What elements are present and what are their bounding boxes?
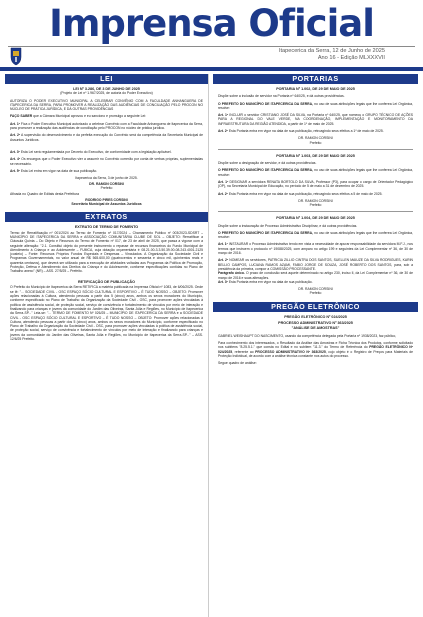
lei-secretary-name: RODRIGO PIRES CORSINI bbox=[85, 198, 128, 203]
retificacao-body: O Prefeito do Município de Itapecerica da Serra RETIFICA a matéria publicada na Imprensa Oficial nº 1083, de 6/06/2025. Onde se lê: "... SOCIEDADE CIVIL - OSC ESPAÇO SÓCIO CULTURAL E ESPORTIVO – É TUDO NOSSO – OBJETO: Promover ações relacionadas à Cultura, atendendo pessoas a partir dos 5 (cinco) anos, ambos os sexos moradores do Município, conforme especificado no Plano de Trabalho da Organização da Sociedade Civil - OSC, para promover ações vinculadas à política de assistência social, de proteção social, serviço de convivência e fortalecimento de vínculos por meio de interação e finalizando para crianças e jovens da comunidade do Jardim das Oliveiras, Santa Júlia e Regiões, no Município de Itapecerica da Serra-SP..." Leia-se: "... TERMO DE FOMENTO Nº 026/25 – MUNICÍPIO DE ITAPECERICA DA SERRA e a SOCIEDADE CIVIL - OSC ESPAÇO SÓCIO CULTURAL E ESPORTIVO – É TUDO NOSSO – OBJETO: Promover ações relacionadas à Cultura, atendendo pessoas a partir dos 5 (cinco) anos, ambos os sexos moradores do Município, conforme especificado no Plano de Trabalho da Organização da Sociedade Civil - OSC, para promover ações vinculadas à política de assistência social, de proteção social, serviço de convivência e fortalecimento de vínculos por meio de interação e finalizando para crianças e jovens da comunidade do Jardim das Oliveiras, Santa Júlia e Regiões, no Município de Itapecerica da Serra-SP..." – ASS. 12/6/25 Prefeito. bbox=[10, 285, 203, 342]
extrato-title: EXTRATO DE TERMO DE FOMENTO bbox=[74, 224, 139, 229]
section-header-extratos: EXTRATOS bbox=[5, 212, 208, 222]
pregao-title: PREGÃO ELETRÔNICO Nº 024/2025 bbox=[284, 314, 347, 319]
portaria-1004-art1: Art. 1º INSTAURAR o Processo Administrativo tendo em vista a necessidade de apurar responsabilidade da servidora M.F.J., nos termos que instruem o protocolo nº 19088/2025, com amparo no artigo 199 e seguintes da Lei Complementar nº 36, de 30 de março de 2016. bbox=[218, 242, 413, 256]
divider bbox=[218, 211, 413, 212]
pregao-paragraph-1: GABRIEL WEISHAUPT DO NASCIMENTO, usando da competência delegada pela Portaria nº 1938/2023, faz público, bbox=[218, 333, 397, 338]
divider bbox=[218, 149, 413, 150]
section-header-pregao: PREGÃO ELETRÔNICO bbox=[213, 302, 418, 312]
masthead-title: Imprensa Oficial bbox=[49, 2, 374, 45]
portaria-1004-paragraph: Parágrafo único. O prazo de conclusão será aquele determinado no artigo 230, inciso II, da Lei Complementar nº 36, de 30 de março de 2016 e suas alterações. bbox=[218, 271, 413, 280]
lei-art5: Art. 5º Esta Lei entra em vigor na data de sua publicação. bbox=[10, 168, 98, 173]
portaria-1003-art1: Art. 1º DESIGNAR a servidora RENATA BORTOLO DA SILVA, Professor (P3), para ocupar o cargo de Orientador Pedagógico (OP), na Secretaria Municipal de Educação, no período de 5 de maio a 31 de dezembro de 2025. bbox=[218, 179, 413, 189]
portaria-1002-intro: Dispõe sobre a inclusão de servidor na Portaria nº 640/25, e dá outras providências. bbox=[218, 94, 345, 99]
portaria-1003-art2: Art. 2º Esta Portaria entra em vigor na data de sua publicação, retroagindo seus efeitos a 5 de maio de 2025. bbox=[218, 191, 383, 196]
lei-art3: Art. 3º Esta Lei será regulamentada por Decreto do Executivo, de conformidade com a legislação aplicável. bbox=[10, 149, 172, 154]
masthead bbox=[0, 0, 423, 74]
lei-filed-note: Afixada no Quadro de Editais desta Prefeitura bbox=[10, 192, 79, 197]
portaria-1003-title: PORTARIA Nº 1.003, DE 29 DE MAIO DE 2025 bbox=[276, 153, 355, 158]
lei-signature-name: DR. RAMON CORSINI bbox=[89, 182, 124, 187]
portaria-1003-intro: Dispõe sobre a designação de servidor, e dá outras providências. bbox=[218, 161, 317, 166]
masthead-date: Itapecerica da Serra, 12 de Junho de 2025 bbox=[278, 48, 385, 54]
portaria-1002 bbox=[213, 84, 418, 145]
lei-place-date: Itapecerica da Serra, 3 de junho de 2025. bbox=[75, 176, 138, 181]
portaria-1004 bbox=[213, 216, 418, 295]
section-header-lei: LEI bbox=[5, 74, 208, 84]
lei-signature-role: Prefeito bbox=[100, 186, 113, 191]
portaria-1004-sig-name: DR. RAMON CORSINI bbox=[298, 287, 333, 292]
portaria-1004-sig-role: Prefeito bbox=[309, 291, 322, 296]
pregao-paragraph-2: Para conhecimento dos interessados, o Resultado da Análise das Amostras e Ficha Técnica dos Produtos, conforme solicitado nos subitens "8.25.5.1." que consta no Edital e no subitem "11.3." do Termo de Referência do PREGÃO ELETRÔNICO Nº 024/2025, referente ao PROCESSO ADMINISTRATIVO Nº 363/2025, cujo objeto é o Registro de Preços para Materiais de Proteção Individual, de acordo com a análise técnica constante nos autos do processo. bbox=[218, 341, 413, 358]
lei-art2: Art. 2º A supervisão do desenvolvimento e da perfeita execução do Convênio será da competência da Secretaria Municipal de Assuntos Jurídicos. bbox=[10, 133, 203, 142]
city-crest-icon bbox=[9, 46, 23, 66]
lei-art1: Art. 1º Fica o Poder Executivo Municipal autorizado a celebrar Convênio com a Faculdade Anhanguera de Itapecerica da Serra, para promover a realização das audiências de conciliação pelo PROCON no núcleo de prática jurídica. bbox=[10, 121, 204, 131]
portaria-1002-art2: Art. 2º Esta Portaria entra em vigor na data de sua publicação, retroagindo seus efeitos a 1º de maio de 2025. bbox=[218, 129, 384, 134]
retificacao-title: RETIFICAÇÃO DE PUBLICAÇÃO bbox=[78, 279, 135, 284]
pregao-subject: "ANÁLISE DE AMOSTRAS" bbox=[291, 326, 340, 331]
portaria-1002-art1: Art. 1º INCLUIR o servidor CRISTIANO JOSÉ DA SILVA, na Portaria nº 640/25, que nomeou o GRUPO TÉCNICO DE AÇÕES PARA A REGIONAL DO VALE VERDE, NA COORDENAÇÃO, IMPLEMENTAÇÃO E MONITORAMENTO DA INFRAESTRUTURA DA REGIÃO ATENDIDA, a partir de 1º de maio de 2025. bbox=[218, 113, 413, 126]
lei-preamble: FAÇO SABER que a Câmara Municipal aprovou e eu sanciono e promulgo a seguinte Lei: bbox=[10, 114, 147, 119]
portaria-1004-art3: Art. 3º Esta Portaria entra em vigor na data de sua publicação. bbox=[218, 279, 313, 284]
lei-secretary-role: Secretário Municipal de Assuntos Jurídicos bbox=[71, 202, 142, 207]
portaria-1003-sig-name: DR. RAMON CORSINI bbox=[298, 198, 333, 203]
extrato-body: Termo de Rerratificação nº 001/2024 ao Termo de Fomento nº 017/2024 – Chamamento Público nº 003/2023-SDSRT – MUNICÍPIO DE ITAPECERICA DA SERRA e ASSOCIAÇÃO COMUNITÁRIA CLUBE DE SOL – OBJETO: Rerratificar a Cláusula Quinta – Do Objeto e Recursos do Termo de Fomento nº 017, de 23 de abril de 2025, que passa a vigorar com a seguinte alteração: "2.1. Constitui objeto do presente instrumento o repasse de recursos financeiros do Fundo Municipal de Atendimento à Criança e ao Adolescente – FUMCA, cuja dotação orçamentária é 08.21.00-3.3.50.39.00-08.243.4001.2125 (custeio) – Fonte: Recursos Próprios Fundos Especiais e Despesas – Vinculados. A Organização da Sociedade Civil e Programas Governamentais, no valor anual de R$ 565.600,00 (quatrocentos e sessenta e cinco mil, quinhentos reais e quarenta centavos), que deverá ser utilizado para a execução de atividades voltadas aos Programas da Política de Promoção, Proteção, Defesa e Atendimento dos Direitos da Criança e do Adolescente, conforme especificações contidas no Plano de Trabalho anexo" (NR) – ASS. 27/5/25 – Prefeito. bbox=[10, 230, 203, 274]
portaria-1002-sig-name: DR. RAMON CORSINI bbox=[298, 136, 333, 141]
pregao-document bbox=[213, 312, 418, 366]
lei-art4: Art. 4º Os encargos que o Poder Executivo vier a assumir no Convênio correrão por conta de verbas próprias, suplementadas se necessário. bbox=[10, 157, 203, 166]
portaria-1004-intro: Dispõe sobre a instauração de Processo Administrativo Disciplinar, e dá outras providências. bbox=[218, 223, 358, 228]
right-column bbox=[213, 74, 418, 366]
extrato-document bbox=[5, 222, 208, 342]
masthead-stripe bbox=[0, 67, 423, 71]
column-divider bbox=[208, 74, 209, 617]
masthead-divider bbox=[8, 46, 415, 47]
portaria-1002-lead: O PREFEITO DO MUNICÍPIO DE ITAPECERICA DA SERRA, no uso de suas atribuições legais que lhe conferea Lei Orgânica, resolve: bbox=[218, 101, 413, 110]
pregao-process: PROCESSO ADMINISTRATIVO Nº 363/2025 bbox=[278, 320, 353, 325]
portaria-1003-sig-role: Prefeito bbox=[309, 203, 322, 208]
portaria-1004-art2: Art. 2º NOMEAR os servidores, PATRICIA ZILLIO CINTRA DOS SANTOS, SUELLEN MAIUZE DA SILVA RODRIGUES, KARIN BELLIO CAMPOS, LUCIANA RAMOS AZAMI, FABIO JORGE DE SOUZA, JOSÉ ROBERTO DOS SANTOS, para, sob a presidência da primeira, compor a COMISSÃO PROCESSANTE. bbox=[218, 258, 413, 271]
lei-document bbox=[5, 84, 208, 207]
masthead-edition: Ano 16 - Edição MLXXXVII bbox=[317, 55, 385, 61]
portaria-1002-sig-role: Prefeito bbox=[309, 140, 322, 145]
section-header-portarias: PORTARIAS bbox=[213, 74, 418, 84]
portaria-1003-lead: O PREFEITO DO MUNICÍPIO DE ITAPECERICA DA SERRA, no uso de suas atribuições legais que lhe conferea Lei Orgânica, resolve: bbox=[218, 168, 413, 177]
portaria-1003 bbox=[213, 154, 418, 208]
portaria-1004-title: PORTARIA Nº 1.004, DE 29 DE MAIO DE 2025 bbox=[276, 216, 355, 221]
lei-subtitle: (Projeto de Lei nº 1.967/2025, de autoria do Poder Executivo) bbox=[60, 91, 153, 96]
pregao-paragraph-3: Segue quadro de análise: bbox=[218, 361, 257, 366]
left-column bbox=[5, 74, 208, 341]
lei-title: LEI Nº 3.286, DE 3 DE JUNHO DE 2025 bbox=[73, 87, 140, 91]
portaria-1004-lead: O PREFEITO DO MUNICÍPIO DE ITAPECERICA DA SERRA, no uso de suas atribuições legais que lhe conferea Lei Orgânica, resolve: bbox=[218, 230, 413, 240]
portaria-1002-title: PORTARIA Nº 1.002, DE 29 DE MAIO DE 2025 bbox=[276, 87, 355, 91]
lei-ementa: AUTORIZA O PODER EXECUTIVO MUNICIPAL A CELEBRAR CONVÊNIO COM A FACULDADE ANHANGUERA DE ITAPECERICA DA SERRA, PARA PROMOVER A REALIZAÇÃO DAS AUDIÊNCIAS DE CONCILIAÇÃO PELO PROCON NO NÚCLEO DE PRÁTICA JURÍDICA, E DÁ OUTRAS PROVIDÊNCIAS bbox=[10, 98, 203, 112]
